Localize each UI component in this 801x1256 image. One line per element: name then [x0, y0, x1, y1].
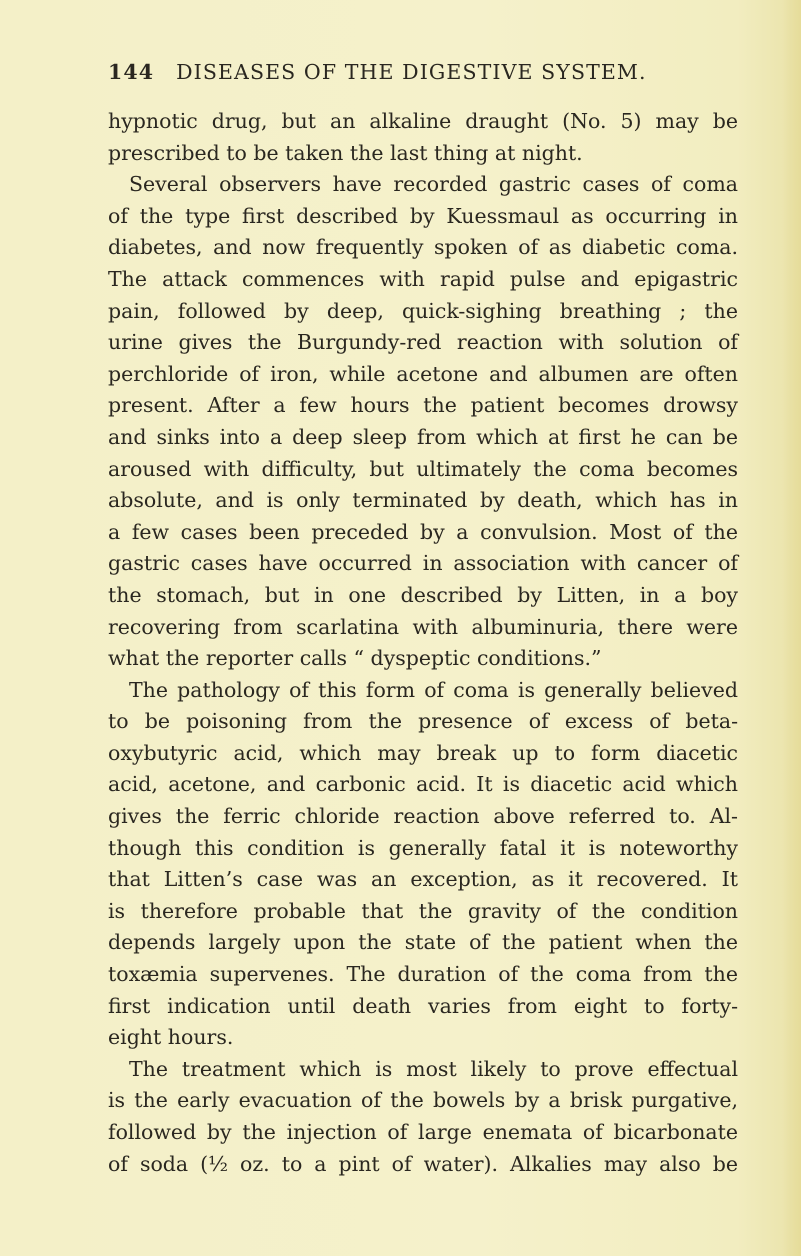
text-line: of soda (½ oz. to a pint of water). Alkalies may also be	[108, 1151, 738, 1176]
text-line: aroused with difficulty, but ultimately the coma becomes	[108, 456, 738, 481]
text-line: hypnotic drug, but an alkaline draught (No. 5) may be	[108, 109, 738, 133]
text-line: is the early evacuation of the bowels by a brisk purgative,	[108, 1088, 738, 1113]
page-edge-shadow	[783, 0, 801, 1256]
text-line: diabetes, and now frequently spoken of as diabetic coma.	[108, 235, 738, 260]
running-header	[108, 60, 708, 92]
text-line: Several observers have recorded gastric cases of coma	[129, 172, 738, 197]
text-line: what the reporter calls “ dyspeptic conditions.”	[108, 646, 602, 671]
text-line: pain, followed by deep, quick-sighing breathing ; the	[108, 298, 738, 323]
text-line: and sinks into a deep sleep from which at first he can be	[108, 424, 738, 449]
text-line: eight hours.	[108, 1025, 234, 1050]
text-line: depends largely upon the state of the patient when the	[108, 930, 738, 955]
text-line: first indication until death varies from eight to forty-	[108, 993, 738, 1018]
text-line: recovering from scarlatina with albuminuria, there were	[108, 614, 738, 639]
text-line: to be poisoning from the presence of excess of beta-	[108, 709, 738, 734]
text-line: The treatment which is most likely to prove effectual	[129, 1056, 738, 1081]
text-line: perchloride of iron, while acetone and albumen are often	[108, 361, 738, 386]
text-line: The attack commences with rapid pulse and epigastric	[108, 266, 738, 291]
text-line: present. After a few hours the patient becomes drowsy	[108, 393, 738, 418]
text-line: prescribed to be taken the last thing at night.	[108, 140, 583, 165]
text-line: though this condition is generally fatal it is noteworthy	[108, 835, 738, 860]
text-line: of the type first described by Kuessmaul as occurring in	[108, 203, 738, 228]
text-line: toxæmia supervenes. The duration of the coma from the	[108, 962, 738, 987]
text-line: oxybutyric acid, which may break up to form diacetic	[108, 740, 738, 765]
text-line: gastric cases have occurred in association with cancer of	[108, 551, 738, 576]
text-line: is therefore probable that the gravity of the condition	[108, 898, 738, 923]
text-line: acid, acetone, and carbonic acid. It is diacetic acid which	[108, 772, 738, 797]
text-line: the stomach, but in one described by Litten, in a boy	[108, 582, 738, 607]
body-text	[108, 106, 738, 1180]
text-line: gives the ferric chloride reaction above referred to. Al-	[108, 804, 738, 829]
running-title: DISEASES OF THE DIGESTIVE SYSTEM.	[176, 60, 647, 84]
text-line: a few cases been preceded by a convulsion. Most of the	[108, 519, 738, 544]
text-line: absolute, and is only terminated by death, which has in	[108, 488, 738, 513]
text-line: The pathology of this form of coma is generally believed	[129, 677, 738, 702]
text-line: urine gives the Burgundy-red reaction with solution of	[108, 330, 738, 355]
text-line: that Litten’s case was an exception, as it recovered. It	[108, 867, 738, 892]
text-line: followed by the injection of large enemata of bicarbonate	[108, 1120, 738, 1144]
page-number: 144	[108, 60, 155, 84]
